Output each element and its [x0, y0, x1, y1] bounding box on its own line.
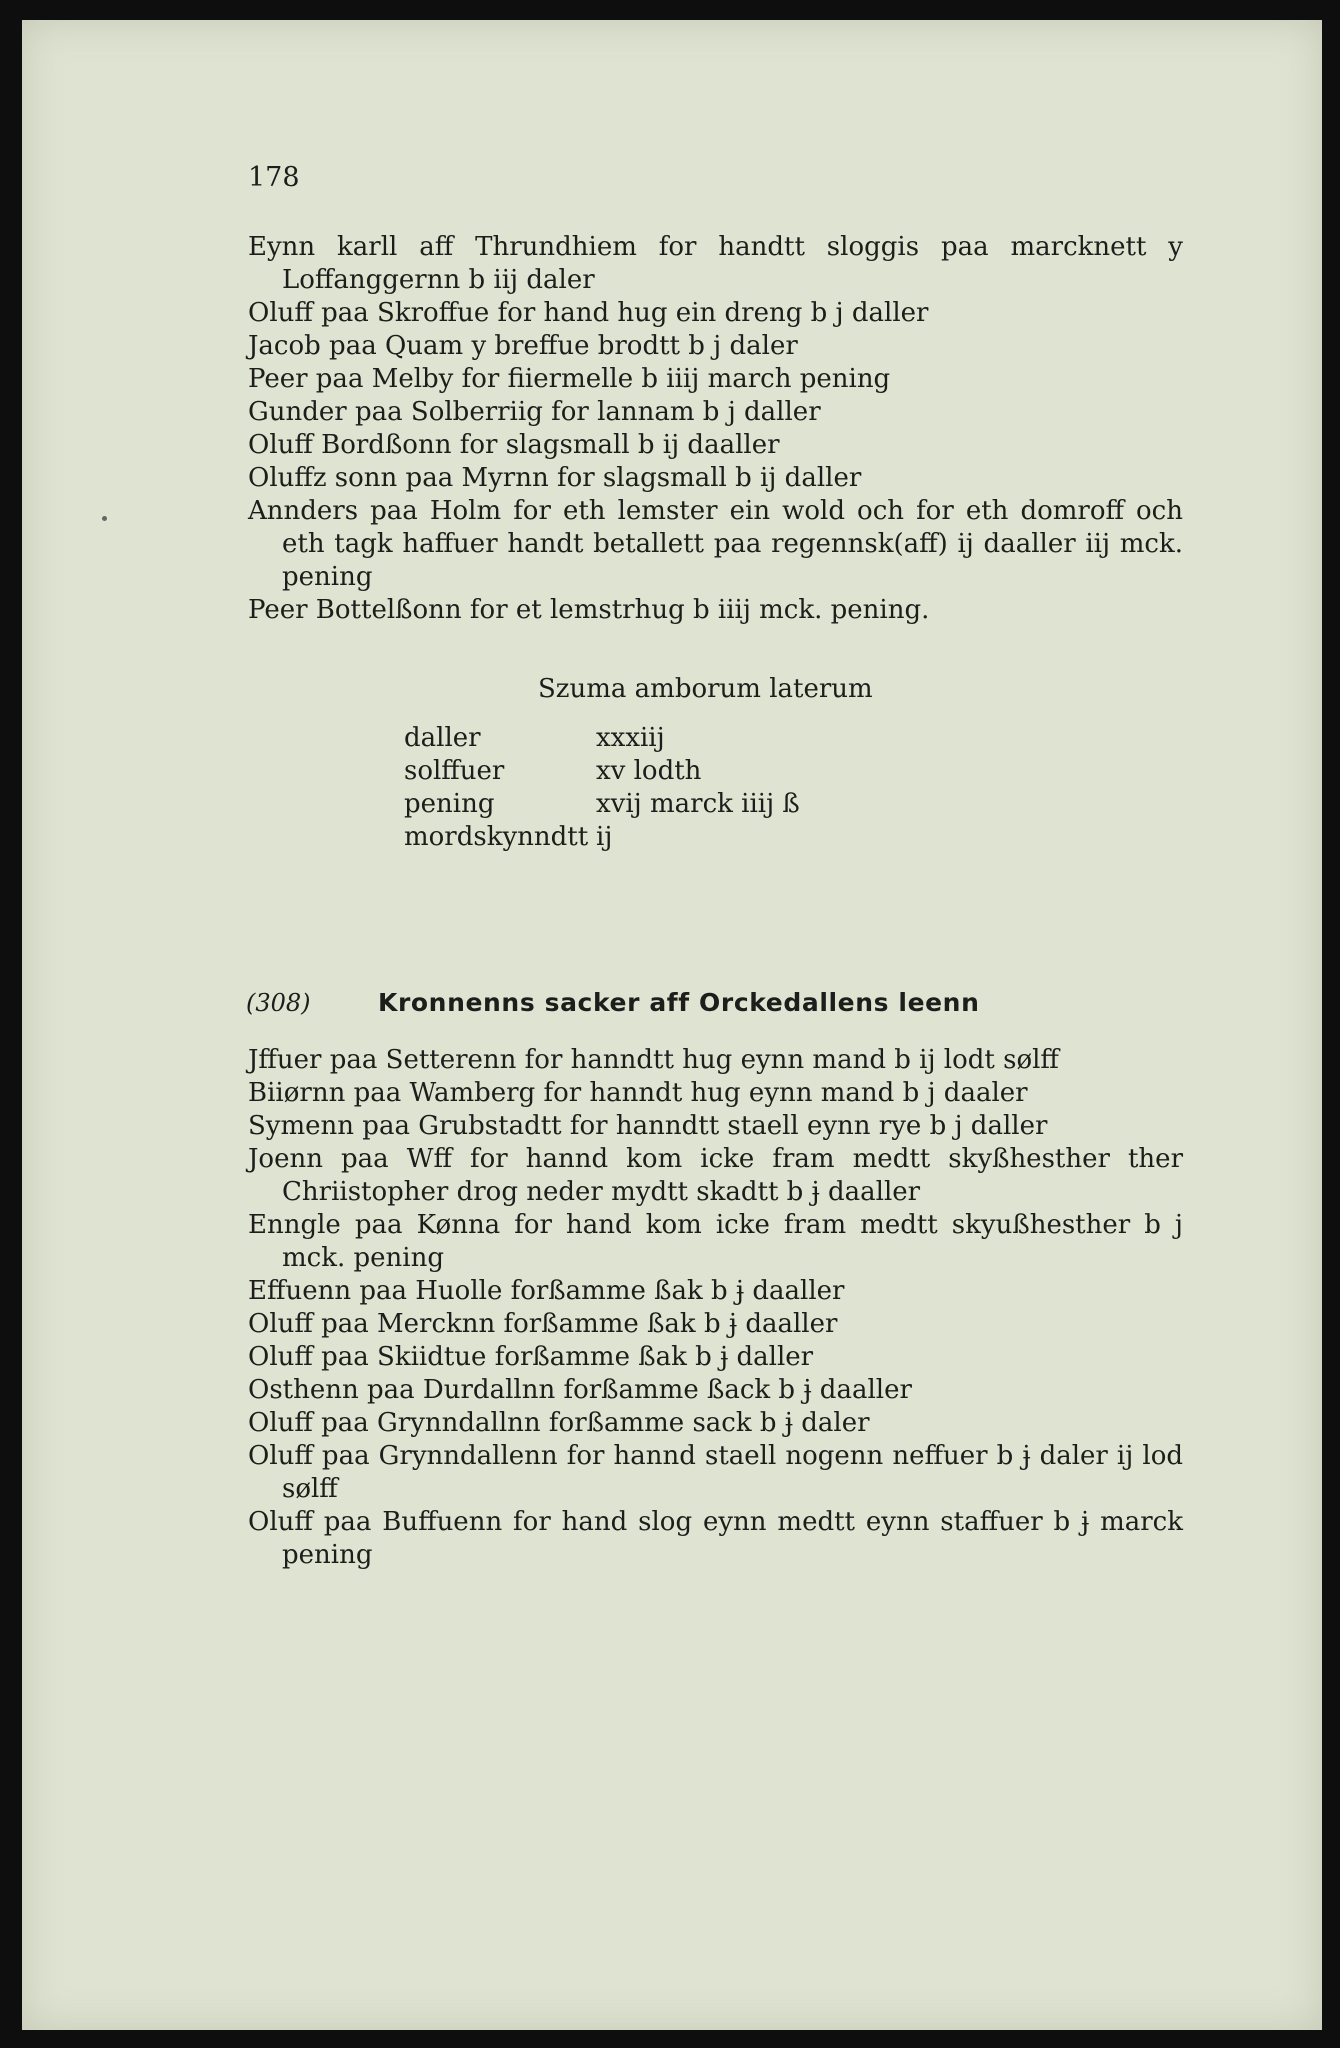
entry: Gunder paa Solberriig for lannam b j daller [248, 397, 821, 427]
entry: Jacob paa Quam y breffue brodtt b j daler [248, 331, 798, 361]
entry: Joenn paa Wff for hannd kom icke fram medtt skyßhesther ther Chriistopher drog neder mydtt skadtt b ɉ daaller [248, 1144, 1183, 1207]
entry: Oluff paa Skiidtue forßamme ßak b ɉ daller [248, 1342, 814, 1372]
entries-block-1 [248, 231, 1183, 627]
summary-label: daller [404, 723, 481, 753]
page-number: 178 [248, 162, 300, 193]
summary-row [404, 822, 800, 855]
summary-label: pening [404, 789, 495, 819]
entry: Jffuer paa Setterenn for hanndtt hug eynn mand b ij lodt sølff [248, 1045, 1059, 1075]
entries-block-2 [248, 1044, 1183, 1572]
entry: Oluff paa Grynndallnn forßamme sack b ɉ daler [248, 1408, 870, 1438]
summary-value: ij [596, 822, 613, 852]
summary-label: mordskynndtt [404, 822, 589, 852]
entry: Oluff Bordßonn for slagsmall b ij daaller [248, 430, 780, 460]
entry: Eynn karll aff Thrundhiem for handtt sloggis paa marcknett y Loffanggernn b iij daler [248, 232, 1183, 295]
entry: Oluff paa Grynndallenn for hannd staell nogenn neffuer b ɉ daler ij lod sølff [248, 1441, 1183, 1504]
entry: Osthenn paa Durdallnn forßamme ßack b ɉ daaller [248, 1375, 912, 1405]
entry: Oluff paa Skroffue for hand hug ein dreng b j daller [248, 298, 929, 328]
summary-row [404, 756, 800, 789]
summary-title: Szuma amborum laterum [538, 674, 873, 704]
summary-row [404, 789, 800, 822]
entry: Symenn paa Grubstadtt for hanndtt staell eynn rye b j daller [248, 1111, 1048, 1141]
margin-dot [102, 516, 107, 521]
entry: Biiørnn paa Wamberg for hanndt hug eynn mand b j daaler [248, 1078, 1028, 1108]
entry: Enngle paa Kønna for hand kom icke fram medtt skyußhesther b j mck. pening [248, 1210, 1183, 1273]
entry: Peer Bottelßonn for et lemstrhug b iiij mck. pening. [248, 595, 930, 625]
entry: Annders paa Holm for eth lemster ein wold och for eth domroff och eth tagk haffuer handt betallett paa regennsk(aff) ij daaller iij mck. pening [248, 496, 1183, 592]
summary-value: xv lodth [596, 756, 702, 786]
summary-value: xxxiij [596, 723, 665, 753]
entry: Peer paa Melby for fiiermelle b iiij march pening [248, 364, 891, 394]
section-title: Kronnenns sacker aff Orckedallens leenn [378, 988, 980, 1017]
summary-value: xvij marck iiij ß [596, 789, 800, 819]
summary-row [404, 723, 800, 756]
summary-table [404, 723, 800, 855]
summary-label: solffuer [404, 756, 505, 786]
entry: Oluff paa Mercknn forßamme ßak b ɉ daaller [248, 1309, 838, 1339]
section-number: (308) [246, 989, 311, 1017]
entry: Effuenn paa Huolle forßamme ßak b ɉ daaller [248, 1276, 845, 1306]
entry: Oluff paa Buffuenn for hand slog eynn medtt eynn staffuer b ɉ marck pening [248, 1507, 1183, 1570]
entry: Oluffz sonn paa Myrnn for slagsmall b ij daller [248, 463, 862, 493]
